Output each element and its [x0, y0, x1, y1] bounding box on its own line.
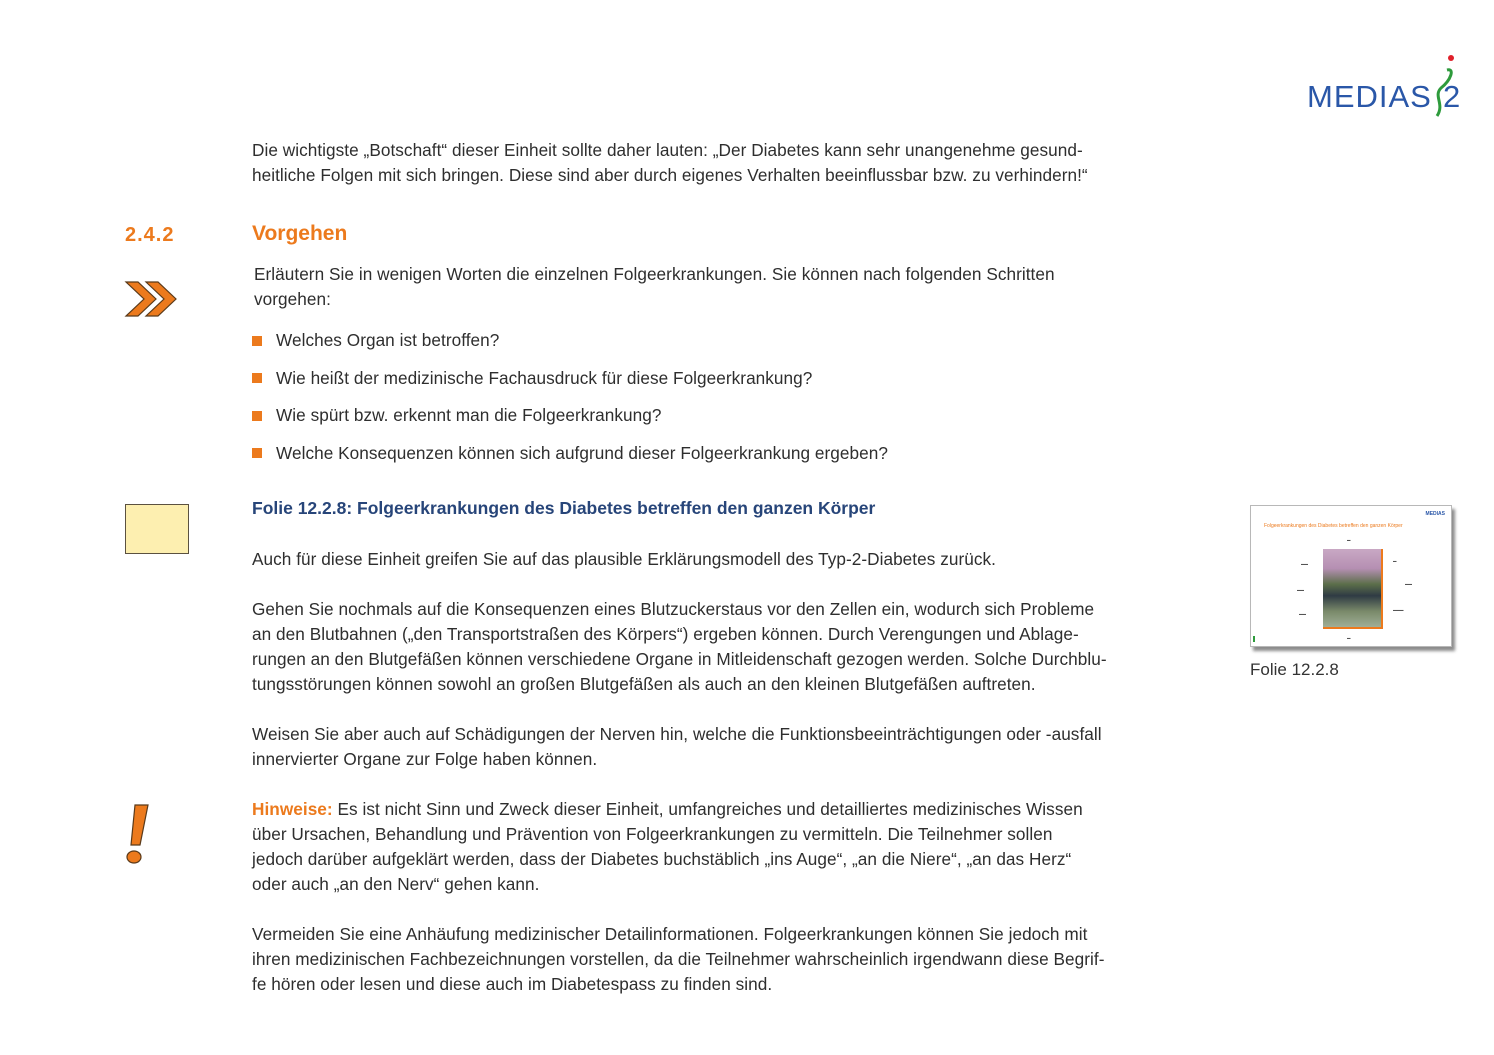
section-number: 2.4.2 — [125, 224, 175, 246]
section-title: Vorgehen — [252, 222, 348, 245]
paragraph-line: Es ist nicht Sinn und Zweck dieser Einheit, umfangreiches und detailliertes medizinisches Wissen — [332, 799, 1083, 819]
paragraph-line: innervierter Organe zur Folge haben können. — [252, 749, 598, 769]
medias2-logo — [1305, 52, 1470, 118]
paragraph-line: Gehen Sie nochmals auf die Konsequenzen eines Blutzuckerstaus vor den Zellen ein, wodurch sich Probleme — [252, 599, 1095, 619]
paragraph-line: Weisen Sie aber auch auf Schädigungen der Nerven hin, welche die Funktionsbeeinträchtigungen oder -ausfall — [252, 724, 1102, 744]
list-item-text: Wie spürt bzw. erkennt man die Folgeerkrankung? — [276, 405, 662, 426]
list-item — [252, 435, 1152, 473]
thumbnail-logo: MEDIAS — [1425, 511, 1445, 517]
hinweise-paragraph-2 — [252, 922, 1104, 997]
paragraph-line: fe hören oder lesen und diese auch im Diabetespass zu finden sind. — [252, 974, 773, 994]
double-chevron-icon — [124, 280, 182, 320]
folie-paragraph-2 — [252, 597, 1107, 697]
paragraph-line: rungen an den Blutgefäßen können verschiedene Organe in Mitleidenschaft gezogen werden. Solche Durchblu- — [252, 649, 1107, 669]
steps-list — [252, 322, 1152, 472]
hinweise-first-line — [252, 797, 1083, 822]
paragraph-line: über Ursachen, Behandlung und Prävention von Folgeerkrankungen zu vermitteln. Die Teilnehmer sollen — [252, 824, 1053, 844]
bullet-square-icon — [252, 373, 262, 383]
logo-number: 2 — [1443, 79, 1461, 114]
folie-paragraph-3 — [252, 722, 1102, 772]
list-item-text: Welche Konsequenzen können sich aufgrund dieser Folgeerkrankung ergeben? — [276, 442, 888, 463]
list-item-text: Wie heißt der medizinische Fachausdruck für diese Folgeerkrankung? — [276, 367, 813, 388]
paragraph-line: jedoch darüber aufgeklärt werden, dass der Diabetes buchstäblich „ins Auge“, „an die Niere“, „an das Herz“ — [252, 849, 1072, 869]
list-item — [252, 397, 1152, 435]
thumbnail-photo — [1323, 549, 1383, 629]
thumbnail-title: Folgeerkrankungen des Diabetes betreffen den ganzen Körper — [1264, 523, 1403, 529]
slide-thumbnail[interactable]: MEDIAS Folgeerkrankungen des Diabetes betreffen den ganzen Körper ▬ ▬▬ ▬▬ ▬▬ ▬ ▬▬ ▬▬▬ ▬ — [1250, 505, 1452, 647]
paragraph-line: oder auch „an den Nerv“ gehen kann. — [252, 874, 540, 894]
bullet-square-icon — [252, 336, 262, 346]
section-intro-line: Erläutern Sie in wenigen Worten die einzelnen Folgeerkrankungen. Sie können nach folgenden Schritten — [254, 264, 1055, 284]
paragraph-line: ihren medizinischen Fachbezeichnungen vorstellen, da die Teilnehmer wahrscheinlich irgendwann diese Begrif- — [252, 949, 1105, 969]
section-intro-line: vorgehen: — [254, 289, 331, 309]
thumbnail-caption: Folie 12.2.8 — [1250, 660, 1339, 679]
logo-wordmark: MEDIAS — [1307, 79, 1432, 114]
folie-paragraph-1: Auch für diese Einheit greifen Sie auf das plausible Erklärungsmodell des Typ-2-Diabetes zurück. — [252, 549, 996, 569]
list-item — [252, 322, 1152, 360]
paragraph-line: tungsstörungen können sowohl an großen Blutgefäßen als auch an den kleinen Blutgefäßen auftreten. — [252, 674, 1036, 694]
intro-paragraph — [252, 138, 1088, 188]
slide-note-box-icon — [125, 504, 189, 554]
list-item — [252, 360, 1152, 398]
list-item-text: Welches Organ ist betroffen? — [276, 330, 500, 351]
bullet-square-icon — [252, 448, 262, 458]
section-intro — [254, 262, 1055, 312]
paragraph-line: an den Blutbahnen („den Transportstraßen des Körpers“) ergeben können. Durch Verengungen und Ablage- — [252, 624, 1079, 644]
bullet-square-icon — [252, 411, 262, 421]
paragraph-line: Vermeiden Sie eine Anhäufung medizinischer Detailinformationen. Folgeerkrankungen können Sie jedoch mit — [252, 924, 1088, 944]
hinweise-paragraph — [252, 797, 1083, 897]
hinweise-label: Hinweise: — [252, 799, 333, 819]
intro-line: heitliche Folgen mit sich bringen. Diese sind aber durch eigenes Verhalten beeinflussbar bzw. zu verhindern!“ — [252, 165, 1088, 185]
intro-line: Die wichtigste „Botschaft“ dieser Einheit sollte daher lauten: „Der Diabetes kann sehr unangenehme gesund- — [252, 140, 1083, 160]
exclamation-icon — [122, 803, 152, 867]
slide-title: Folie 12.2.8: Folgeerkrankungen des Diabetes betreffen den ganzen Körper — [252, 498, 876, 518]
